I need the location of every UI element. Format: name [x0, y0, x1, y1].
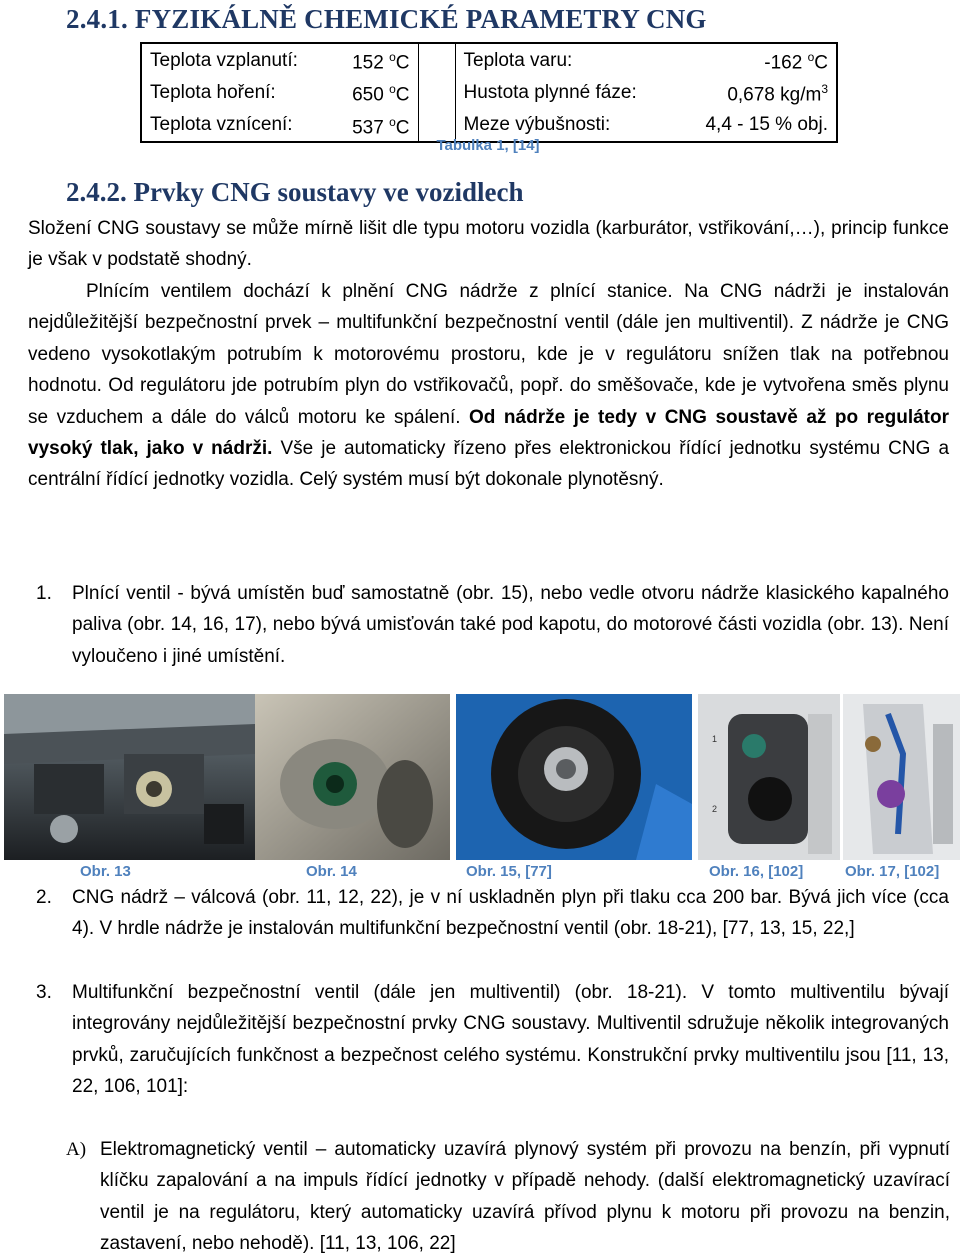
body-paragraph: Plnícím ventilem dochází k plnění CNG nádrže z plnící stanice. Na CNG nádrži je instalován nejdůležitější bezpečnostní prvek – multifunkční bezpečnostní ventil (dále jen multiventil). Z nádrže je CNG vedeno vysokotlakým potrubím k motorovému prostoru, kde je v regulátoru snížen tlak na potřebnou hodnotu. Od regulátoru jde potrubím plyn do vstřikovačů, popř. do směšovače, kde je vytvořena směs plynu se vzduchem a dále do válců motoru ke spálení. Od nádrže je tedy v CNG soustavě až po regulátor vysoký tlak, jako v nádrži. Vše je automaticky řízeno přes elektronickou řídící jednotku systému CNG a centrální řídící jednotky vozidla. Celý systém musí být dokonale plynotěsný. [28, 281, 950, 491]
table-caption: Tabulka 1, [14] [436, 137, 540, 154]
param-value: 650 $^o$C [332, 76, 418, 108]
param-value: 4,4 - 15 % obj. [705, 114, 828, 136]
bold-statement: Od nádrže je tedy v CNG soustavě až po regulátor vysoký tlak, jako v nádrži. [28, 406, 949, 460]
param-label: Teplota vznícení: [150, 114, 293, 136]
list-item: 1. Plnící ventil - bývá umístěn buď samostatně (obr. 15), nebo vedle otvoru nádrže klasického kapalného paliva (obr. 14, 16, 17), nebo bývá umisťován také pod kapotu, do motorové části vozidla (obr. 13). Není vyloučeno i jiné umístění. [36, 583, 949, 667]
table-row [141, 76, 837, 108]
param-label: Teplota hoření: [150, 81, 276, 103]
param-value: 537 $^o$C [332, 109, 418, 142]
param-value: -162 $^o$C [764, 50, 828, 74]
param-label: Teplota vzplanutí: [150, 49, 298, 71]
list-item: 2. CNG nádrž – válcová (obr. 11, 12, 22), je v ní uskladněn plyn při tlaku cca 200 bar. Bývá jich více (cca 4). V hrdle nádrže je instalován multifunkční bezpečnostní ventil (obr. 18-21), [77, 13, 15, 22,] [36, 887, 949, 940]
fuel-filler-photo [255, 694, 450, 860]
photo-caption: Obr. 16, [102] [709, 863, 804, 880]
parameters-table [140, 42, 838, 143]
intro-paragraph: Složení CNG soustavy se může mírně lišit dle typu motoru vozidla (karburátor, vstřikování,…), princip funkce je však v podstatě shodný. [28, 218, 949, 271]
photo-caption: Obr. 13 [80, 863, 131, 880]
param-label: Hustota plynné fáze: [463, 81, 637, 103]
param-value: 0,678 $kg/m^3$ [727, 82, 828, 106]
table-row [141, 43, 837, 76]
photo-caption: Obr. 17, [102] [845, 863, 940, 880]
callout-2: 2 [712, 804, 718, 814]
photo-caption: Obr. 15, [77] [466, 863, 552, 880]
filler-diagram-photo [843, 694, 960, 860]
engine-bay-photo [4, 694, 255, 860]
list-item: A) Elektromagnetický ventil – automaticky uzavírá plynový systém při provozu na benzín, při vypnutí klíčku zapalování a na impuls řídící jednotky v případě nehody. (další elektromagnetický uzavírací ventil je na regulátoru, který automaticky uzavírá přívod plynu k motoru při provozu na benzin, zastavení, nebo nehodě). [11, 13, 106, 22] [66, 1139, 950, 1255]
section-heading-2-4-2: 2.4.2. Prvky CNG soustavy ve vozidlech [66, 177, 524, 207]
param-value: 152 $^o$C [332, 43, 418, 76]
photo-caption: Obr. 14 [306, 863, 357, 880]
param-label: Teplota varu: [463, 49, 573, 71]
list-item: 3. Multifunkční bezpečnostní ventil (dále jen multiventil) (obr. 18-21). V tomto multiventilu bývají integrovány nejdůležitější bezpečnostní prvky CNG soustavy. Multiventil sdružuje několik integrovaných prvků, zaručujících funkčnost a bezpečnost celého systému. Konstrukční prvky multiventilu jsou [11, 13, 22, 106, 101]: [36, 982, 949, 1098]
filler-compartment-photo [698, 694, 840, 860]
section-heading-2-4-1: 2.4.1. FYZIKÁLNĚ CHEMICKÉ PARAMETRY CNG [66, 4, 707, 34]
param-label: Meze výbušnosti: [463, 114, 611, 136]
callout-1: 1 [712, 734, 718, 744]
cng-filler-valve-photo [456, 694, 692, 860]
